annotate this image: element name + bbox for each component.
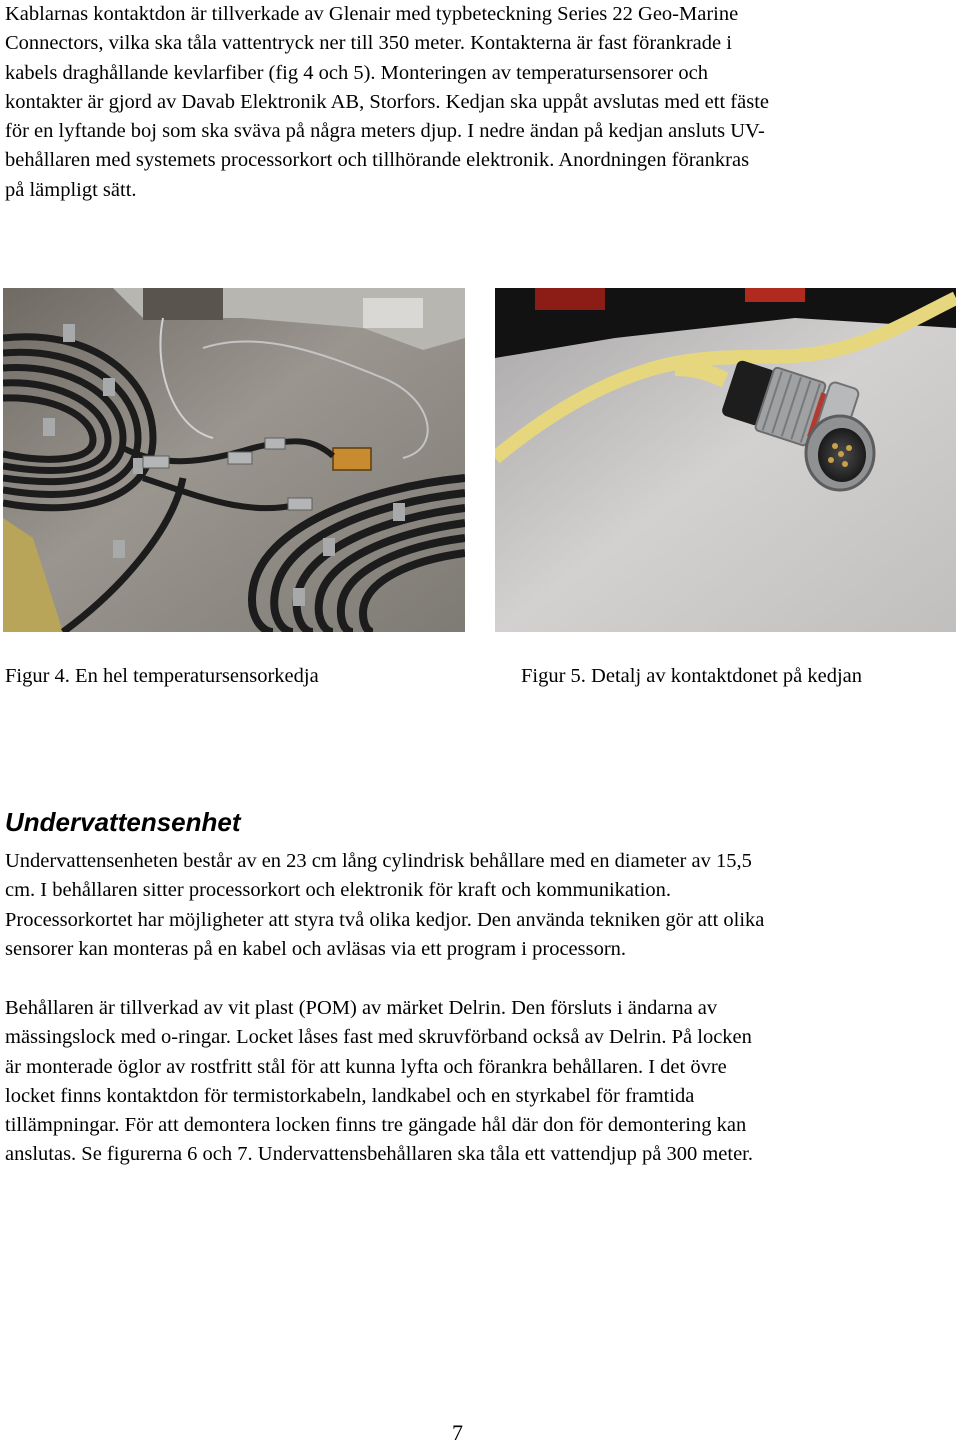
text-line: Kablarnas kontaktdon är tillverkade av Glenair med typbeteckning Series 22 Geo-Marine [5,3,739,25]
text-line: kabels draghållande kevlarfiber (fig 4 och 5). Monteringen av temperatursensorer och [5,61,708,84]
text-line: cm. I behållaren sitter processorkort och elektronik för kraft och kommunikation. [5,879,672,902]
text-line: tillämpningar. För att demontera locken finns tre gängade hål där don för demontering kan [5,1114,747,1137]
text-line: locket finns kontaktdon för termistorkabeln, landkabel och en styrkabel för framtida [5,1084,695,1107]
text-line: Connectors, vilka ska tåla vattentryck ner till 350 meter. Kontakterna är fast förankrade i [5,32,732,55]
body-paragraph-1 [5,847,957,964]
text-line: anslutas. Se figurerna 6 och 7. Undervattensbehållaren ska tåla ett vattendjup på 300 meter. [5,1143,753,1166]
section-heading: Undervattensenhet [5,807,241,837]
text-line: kontakter är gjord av Davab Elektronik AB, Storfors. Kedjan ska uppåt avslutas med ett fäste [5,90,769,113]
text-line: Behållaren är tillverkad av vit plast (POM) av märket Delrin. Den försluts i ändarna av [5,997,718,1019]
text-line: mässingslock med o-ringar. Locket låses fast med skruvförband också av Delrin. På locken [5,1026,752,1049]
figure-5-caption: Figur 5. Detalj av kontaktdonet på kedjan [521,665,863,687]
text-line: sensorer kan monteras på en kabel och avläsas via ett program i processorn. [5,937,627,960]
figure-4-caption: Figur 4. En hel temperatursensorkedja [5,665,319,687]
page-number: 7 [452,1420,463,1445]
text-line: för en lyftande boj som ska sväva på några meters djup. I nedre ändan på kedjan ansluts UV- [5,120,765,143]
intro-paragraph [5,0,957,205]
figure-5-photo [495,288,956,632]
text-line: behållaren med systemets processorkort och tillhörande elektronik. Anordningen förankras [5,149,750,172]
text-line: Processorkortet har möjligheter att styra två olika kedjor. Den använda tekniken gör att olika [5,908,765,931]
connector-detail-photo [495,288,956,632]
text-line: Undervattensenheten består av en 23 cm lång cylindrisk behållare med en diameter av 15,5 [5,850,752,872]
body-paragraph-2 [5,994,957,1170]
text-line: på lämpligt sätt. [5,178,137,201]
sensor-chain-photo [3,288,465,632]
figure-4-photo [3,288,465,632]
text-line: är monterade öglor av rostfritt stål för att kunna lyfta och förankra behållaren. I det övre [5,1055,727,1078]
